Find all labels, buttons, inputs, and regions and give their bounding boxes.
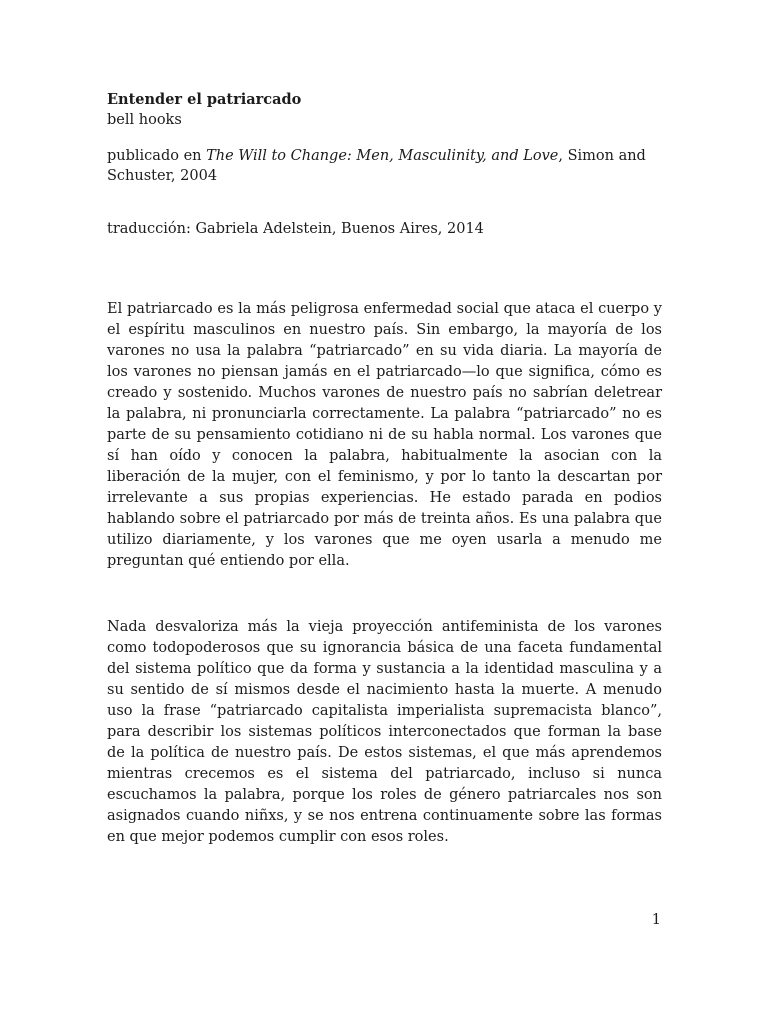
book-title: The Will to Change: Men, Masculinity, and Love xyxy=(206,148,559,164)
publication-info xyxy=(107,146,662,186)
translation-credit: traducción: Gabriela Adelstein, Buenos Aires, 2014 xyxy=(107,221,484,237)
page-number: 1 xyxy=(651,912,661,928)
document-author: bell hooks xyxy=(107,112,182,128)
document-body xyxy=(107,90,662,848)
paragraph-2: Nada desvaloriza más la vieja proyección antifeminista de los varones como todopoderosos que su ignorancia básica de una faceta fundamental del sistema político que da forma y sustancia a la identidad masculina y a su sentido de sí mismos desde el nacimiento hasta la muerte. A menudo uso la frase “patriarcado capitalista imperialista supremacista blanco”, para describir los sistemas políticos interconectados que forman la base de la política de nuestro país. De estos sistemas, el que más aprendemos mientras crecemos es el sistema del patriarcado, incluso si nunca escuchamos la palabra, porque los roles de género patriarcales nos son asignados cuando niñxs, y se nos entrena continuamente sobre las formas en que mejor podemos cumplir con esos roles. xyxy=(107,619,662,845)
paragraph-1: El patriarcado es la más peligrosa enfermedad social que ataca el cuerpo y el espíritu masculinos en nuestro país. Sin embargo, la mayoría de los varones no usa la palabra “patriarcado” en su vida diaria. La mayoría de los varones no piensan jamás en el patriarcado—lo que significa, cómo es creado y sostenido. Muchos varones de nuestro país no sabrían deletrear la palabra, ni pronunciarla correctamente. La palabra “patriarcado” no es parte de su pensamiento cotidiano ni de su habla normal. Los varones que sí han oído y conocen la palabra, habitualmente la asocian con la liberación de la mujer, con el feminismo, y por lo tanto la descartan por irrelevante a sus propias experiencias. He estado parada en podios hablando sobre el patriarcado por más de treinta años. Es una palabra que utilizo diariamente, y los varones que me oyen usarla a menudo me preguntan qué entiendo por ella. xyxy=(107,301,662,569)
publication-suffix: , Simon and Schuster, 2004 xyxy=(107,148,646,184)
document-title: Entender el patriarcado xyxy=(107,91,302,108)
publication-prefix: publicado en xyxy=(107,148,207,164)
